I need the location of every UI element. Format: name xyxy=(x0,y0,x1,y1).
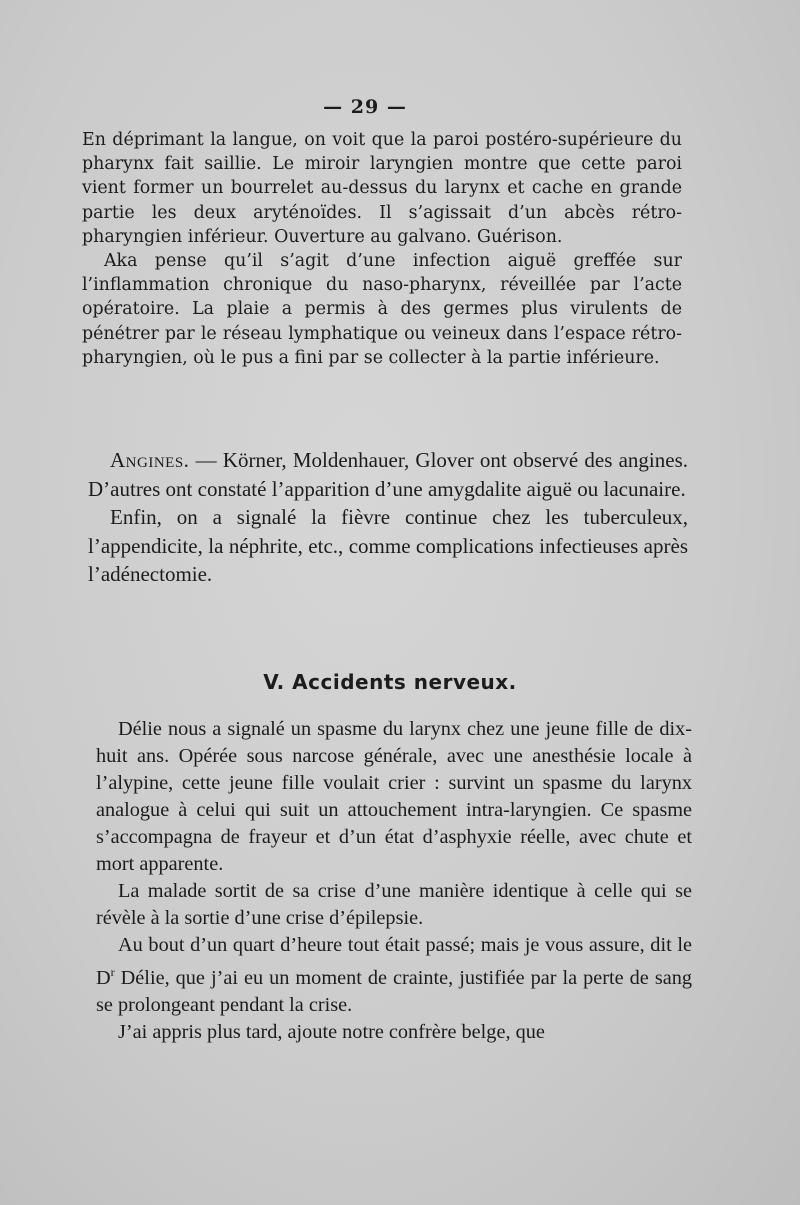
section-heading: V. Accidents nerveux. xyxy=(263,670,517,694)
text-block-abscess xyxy=(82,128,682,370)
text-block-angines xyxy=(88,446,688,589)
paragraph-delie-spasm: Délie nous a signalé un spasme du larynx chez une jeune fille de dix-huit ans. Opérée sous narcose générale, avec une anesthésie locale à l’alypine, cette jeune fille voulait crier : survint un spasme du larynx analogue à celui qui suit un attouchement intra-laryngien. Ce spasme s’accompagna de frayeur et d’un état d’asphyxie réelle, avec chute et mort apparente. xyxy=(96,718,692,875)
angines-text: — Körner, Moldenhauer, Glover ont observé des angines. D’autres ont constaté l’apparition d’une amygdalite aiguë ou lacunaire. xyxy=(88,448,688,501)
paragraph-learned-later: J’ai appris plus tard, ajoute notre confrère belge, que xyxy=(118,1020,545,1043)
paragraph-abscess-description: En déprimant la langue, on voit que la paroi postéro-supérieure du pharynx fait saillie. Le miroir laryngien montre que cette paroi vient former un bourrelet au-dessus du larynx et cache en grande partie les deux aryténoïdes. Il s’agissait d’un abcès rétro-pharyngien inférieur. Ouverture au galvano. Guérison. xyxy=(82,130,682,247)
paragraph-crisis-exit: La malade sortit de sa crise d’une manière identique à celle qui se révèle à la sortie d’une crise d’épilepsie. xyxy=(96,880,692,929)
paragraph-angines xyxy=(88,446,688,503)
paragraph-quarter-hour xyxy=(96,932,692,1019)
doctor-abbrev-superscript: r xyxy=(110,965,115,979)
paragraph-other-complications: Enfin, on a signalé la fièvre continue chez les tuberculeux, l’appendicite, la néphrite, etc., comme complications infectieuses après l’adénectomie. xyxy=(88,505,688,587)
page-number: — 29 — xyxy=(323,96,407,118)
quarter-hour-text-end: Délie, que j’ai eu un moment de crainte, justifiée par la perte de sang se prolongeant pendant la crise. xyxy=(96,966,692,1016)
angines-run-in-heading: Angines. xyxy=(110,448,190,472)
quarter-hour-text-start: Au bout d’un quart d’heure tout était passé; mais je vous assure, dit le D xyxy=(96,934,692,989)
text-block-nervous-accidents xyxy=(96,716,692,1046)
paragraph-aka-opinion: Aka pense qu’il s’agit d’une infection aiguë greffée sur l’inflammation chronique du naso-pharynx, réveillée par l’acte opératoire. La plaie a permis à des germes plus virulents de pénétrer par le réseau lymphatique ou veineux dans l’espace rétro-pharyngien, où le pus a fini par se collecter à la partie inférieure. xyxy=(82,251,682,368)
